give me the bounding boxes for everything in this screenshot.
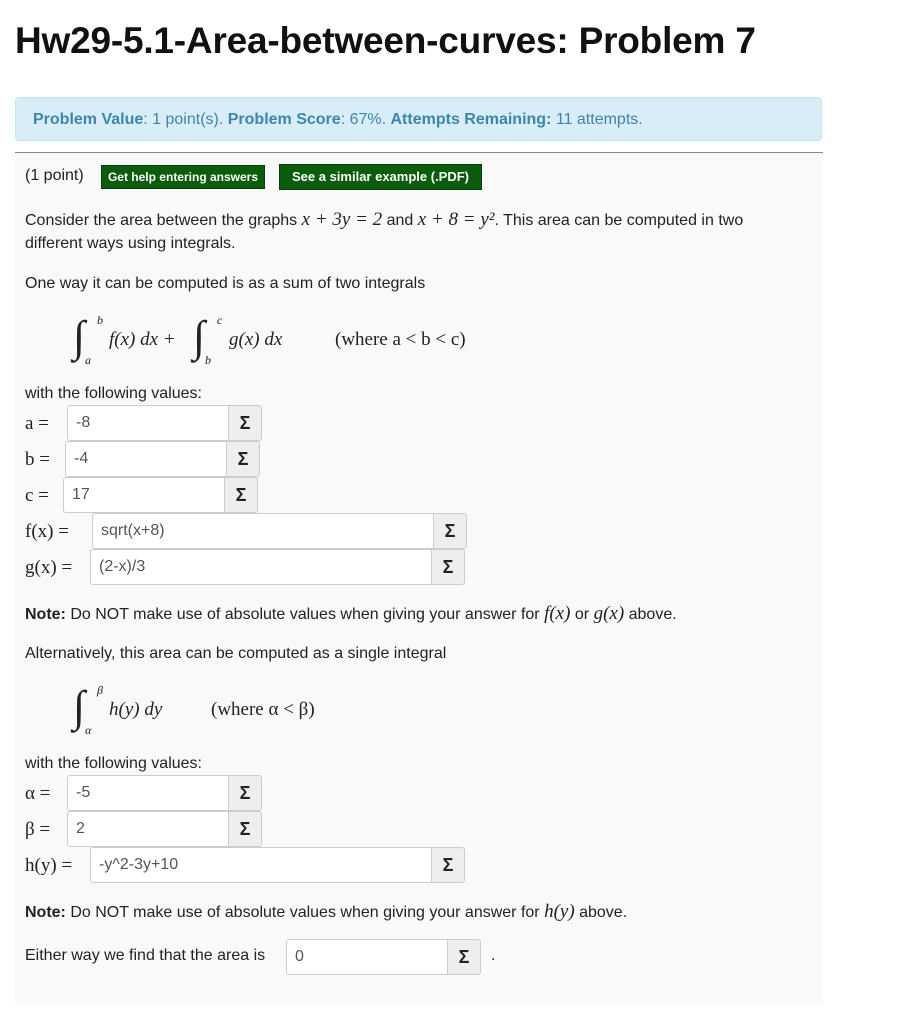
note-2-text: Do NOT make use of absolute values when giving your answer for bbox=[65, 904, 540, 921]
note-1-or: or bbox=[574, 606, 590, 623]
field-label-gx: g(x) = bbox=[25, 557, 73, 578]
integral-sign-3: ∫ bbox=[73, 682, 86, 731]
integral-3-expression bbox=[109, 699, 162, 721]
equation-2: x + 8 = y² bbox=[417, 209, 495, 230]
integral-1-upper: b bbox=[97, 313, 103, 327]
equation-editor-button-beta[interactable]: Σ bbox=[228, 811, 262, 847]
problem-panel bbox=[15, 152, 823, 1003]
area-sentence: Either way we find that the area is bbox=[25, 947, 266, 964]
field-label-fx: f(x) = bbox=[25, 521, 69, 542]
answer-input-beta[interactable]: 2 bbox=[67, 811, 229, 847]
similar-example-button[interactable]: See a similar example (.PDF) bbox=[279, 164, 482, 190]
note-1-fx: f(x) bbox=[544, 603, 571, 624]
problem-info-banner bbox=[15, 97, 822, 141]
integral-2-upper: c bbox=[217, 313, 223, 327]
problem-value-text: : 1 point(s). bbox=[143, 111, 224, 128]
answer-input-alpha[interactable]: -5 bbox=[67, 775, 229, 811]
note-2-after: above. bbox=[579, 904, 628, 921]
intro-and: and bbox=[386, 212, 414, 229]
area-end-period: . bbox=[491, 947, 496, 964]
with-values-label-1: with the following values: bbox=[25, 385, 202, 402]
equation-editor-button-c[interactable]: Σ bbox=[224, 477, 258, 513]
help-entering-answers-button[interactable]: Get help entering answers bbox=[101, 165, 265, 189]
answer-input-hy[interactable]: -y^2-3y+10 bbox=[90, 847, 432, 883]
problem-value-label: Problem Value bbox=[33, 111, 144, 128]
field-label-alpha: α = bbox=[25, 783, 51, 804]
field-label-b: b = bbox=[25, 449, 50, 470]
field-label-a: a = bbox=[25, 413, 49, 434]
f-expression: f(x) dx + bbox=[109, 329, 176, 350]
note-2 bbox=[25, 901, 627, 923]
intro-line-1 bbox=[25, 209, 743, 231]
answer-input-c[interactable]: 17 bbox=[63, 477, 225, 513]
with-values-label-2: with the following values: bbox=[25, 755, 202, 772]
field-label-hy: h(y) = bbox=[25, 855, 73, 876]
points-label: (1 point) bbox=[25, 167, 84, 184]
page-title: Hw29-5.1-Area-between-curves: Problem 7 bbox=[15, 20, 756, 61]
note-2-hy: h(y) bbox=[544, 901, 575, 922]
note-1-gx: g(x) bbox=[593, 603, 625, 624]
integral-3-upper: β bbox=[97, 683, 103, 697]
integral-sign-1: ∫ bbox=[73, 312, 86, 361]
integral-1-expression bbox=[109, 329, 176, 351]
note-1-after: above. bbox=[628, 606, 677, 623]
answer-input-a[interactable]: -8 bbox=[67, 405, 229, 441]
problem-score-label: Problem Score bbox=[227, 111, 341, 128]
alt-sentence: Alternatively, this area can be computed as a single integral bbox=[25, 645, 447, 662]
answer-input-b[interactable]: -4 bbox=[65, 441, 227, 477]
integral-1-lower: a bbox=[85, 353, 91, 367]
integral-3-lower: α bbox=[85, 723, 92, 737]
answer-input-gx[interactable]: (2-x)/3 bbox=[90, 549, 432, 585]
equation-1: x + 3y = 2 bbox=[301, 209, 383, 230]
note-1-bold: Note: bbox=[25, 606, 66, 623]
equation-editor-button-alpha[interactable]: Σ bbox=[228, 775, 262, 811]
attempts-text: 11 attempts. bbox=[551, 111, 643, 128]
h-expression: h(y) dy bbox=[109, 699, 163, 720]
equation-editor-button-hy[interactable]: Σ bbox=[431, 847, 465, 883]
intro-after: . This area can be computed in two bbox=[494, 212, 744, 229]
field-label-beta: β = bbox=[25, 819, 51, 840]
integral-1-condition: (where a < b < c) bbox=[335, 329, 466, 350]
integral-2-expression bbox=[229, 329, 282, 351]
g-expression: g(x) dx bbox=[229, 329, 283, 350]
note-2-bold: Note: bbox=[25, 904, 66, 921]
note-1 bbox=[25, 603, 677, 625]
note-1-text: Do NOT make use of absolute values when giving your answer for bbox=[65, 606, 540, 623]
field-label-c: c = bbox=[25, 485, 49, 506]
integral-2-condition: (where α < β) bbox=[211, 699, 315, 720]
equation-editor-button-area[interactable]: Σ bbox=[447, 939, 481, 975]
sum-sentence: One way it can be computed is as a sum of two integrals bbox=[25, 275, 426, 292]
equation-editor-button-fx[interactable]: Σ bbox=[433, 513, 467, 549]
problem-score-text: : 67%. bbox=[340, 111, 387, 128]
integral-2-lower: b bbox=[205, 353, 211, 367]
answer-input-area[interactable]: 0 bbox=[286, 939, 448, 975]
equation-editor-button-a[interactable]: Σ bbox=[228, 405, 262, 441]
intro-line-2: different ways using integrals. bbox=[25, 235, 236, 252]
integral-sign-2: ∫ bbox=[193, 312, 206, 361]
answer-input-fx[interactable]: sqrt(x+8) bbox=[92, 513, 434, 549]
equation-editor-button-gx[interactable]: Σ bbox=[431, 549, 465, 585]
intro-text: Consider the area between the graphs bbox=[25, 212, 298, 229]
attempts-label: Attempts Remaining: bbox=[390, 111, 552, 128]
equation-editor-button-b[interactable]: Σ bbox=[226, 441, 260, 477]
